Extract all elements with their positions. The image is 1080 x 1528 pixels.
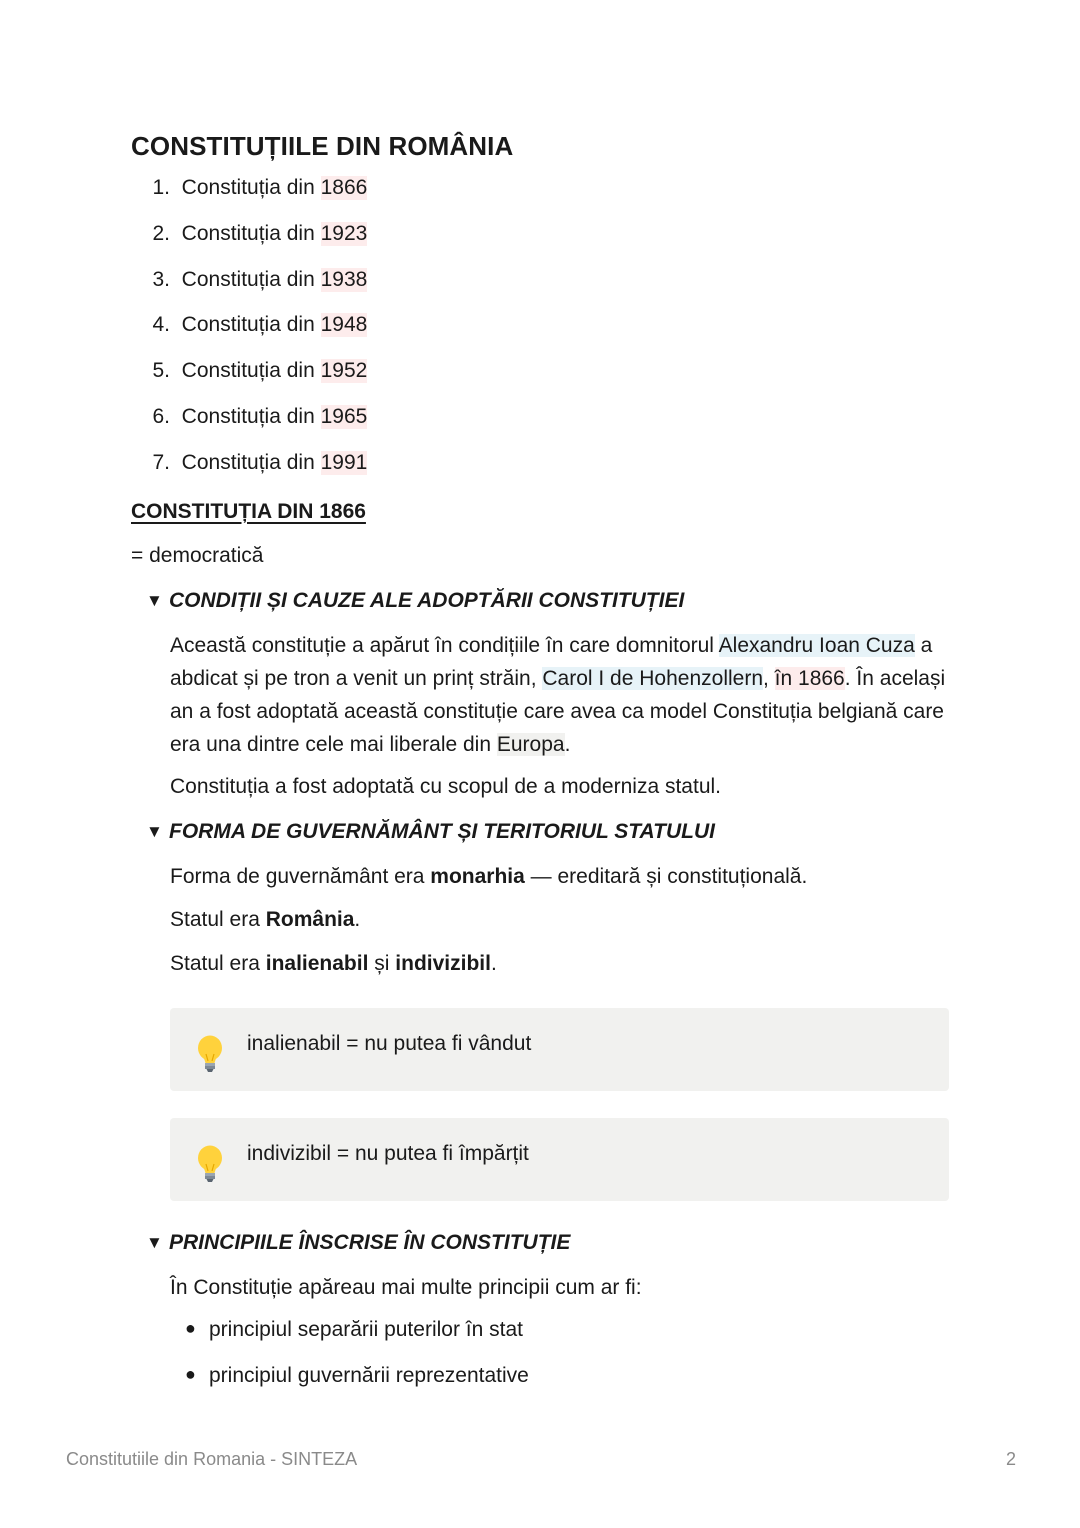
text-span: a abdicat și pe tron a venit un prinț străin, xyxy=(170,634,933,690)
bold-inalienabil: inalienabil xyxy=(265,952,369,975)
text-span: . xyxy=(564,733,571,756)
highlight-cuza: Alexandru Ioan Cuza xyxy=(718,634,915,657)
list-number: 4. xyxy=(152,313,170,337)
toggle-conditions[interactable] xyxy=(146,589,684,613)
list-item xyxy=(131,222,367,268)
toggle-triangle-icon[interactable]: ▼ xyxy=(146,1233,163,1252)
toggle-principles[interactable] xyxy=(146,1231,570,1255)
list-item-text: principiul separării puterilor în stat xyxy=(209,1318,523,1341)
toggle-label: FORMA DE GUVERNĂMÂNT ȘI TERITORIUL STATULUI xyxy=(169,820,715,843)
list-label: Constituția din xyxy=(181,313,315,337)
list-label: Constituția din xyxy=(181,221,315,245)
bold-monarhia: monarhia xyxy=(430,865,525,888)
bold-indivizibil: indivizibil xyxy=(395,952,491,975)
callout-indivizibil xyxy=(170,1118,949,1201)
list-label: Constituția din xyxy=(181,359,315,383)
callout-inalienabil xyxy=(170,1008,949,1091)
list-number: 3. xyxy=(152,267,170,291)
callout-text: inalienabil = nu putea fi vândut xyxy=(247,1032,532,1055)
text-span: Statul era xyxy=(170,952,266,975)
bold-romania: România xyxy=(265,908,355,931)
list-item xyxy=(185,1364,529,1410)
list-number: 7. xyxy=(152,450,170,474)
list-item xyxy=(131,313,367,359)
callout-text: indivizibil = nu putea fi împărțit xyxy=(247,1142,529,1165)
list-number: 5. xyxy=(152,359,170,383)
section-heading: CONSTITUȚIA DIN 1866 xyxy=(131,500,366,523)
list-item xyxy=(131,268,367,314)
list-item-text: principiul guvernării reprezentative xyxy=(209,1364,529,1387)
toggle-form[interactable] xyxy=(146,820,715,844)
toggle-triangle-icon[interactable]: ▼ xyxy=(146,591,163,610)
list-item xyxy=(131,176,367,222)
list-year: 1938 xyxy=(320,267,368,291)
principles-intro: În Constituție apăreau mai multe principii cum ar fi: xyxy=(170,1276,642,1299)
footer-document-title: Constitutiile din Romania - SINTEZA xyxy=(66,1449,358,1469)
toggle-triangle-icon[interactable]: ▼ xyxy=(146,822,163,841)
form-line-2 xyxy=(170,903,960,936)
list-year: 1952 xyxy=(320,359,368,383)
highlight-carol: Carol I de Hohenzollern xyxy=(542,667,763,690)
lightbulb-icon xyxy=(196,1034,224,1074)
text-span: . xyxy=(354,908,361,931)
text-span: Această constituție a apărut în condițiile în care domnitorul xyxy=(170,634,719,657)
list-label: Constituția din xyxy=(181,267,315,291)
section-subtitle: = democratică xyxy=(131,544,264,567)
list-item xyxy=(131,359,367,405)
lightbulb-icon xyxy=(196,1144,224,1184)
highlight-year: în 1866 xyxy=(774,667,845,690)
list-year: 1866 xyxy=(320,176,368,199)
list-label: Constituția din xyxy=(181,176,315,199)
list-year: 1948 xyxy=(320,313,368,337)
bullet-icon: ● xyxy=(185,1318,196,1338)
text-span: Statul era xyxy=(170,908,266,931)
bullet-icon: ● xyxy=(185,1364,196,1384)
text-span: . În același an a fost adoptată această constituție care avea ca model Constituția belgiană care era una dintre cele mai liberale din xyxy=(170,667,946,756)
list-number: 6. xyxy=(152,404,170,428)
list-number: 1. xyxy=(152,176,170,199)
text-span: , xyxy=(763,667,775,690)
text-span: Forma de guvernământ era xyxy=(170,865,431,888)
list-label: Constituția din xyxy=(181,450,315,474)
list-year: 1923 xyxy=(320,221,368,245)
list-label: Constituția din xyxy=(181,404,315,428)
toggle-label: CONDIȚII ȘI CAUZE ALE ADOPTĂRII CONSTITUȚIEI xyxy=(169,589,685,612)
list-item xyxy=(131,405,367,451)
form-line-3 xyxy=(170,947,960,980)
list-year: 1965 xyxy=(320,404,368,428)
list-item xyxy=(131,451,367,497)
constitutions-list xyxy=(131,176,367,497)
toggle-label: PRINCIPIILE ÎNSCRISE ÎN CONSTITUȚIE xyxy=(169,1231,571,1254)
text-span: . xyxy=(490,952,497,975)
list-number: 2. xyxy=(152,221,170,245)
footer-page-number: 2 xyxy=(1005,1449,1016,1469)
text-span: și xyxy=(368,952,396,975)
page-title: CONSTITUȚIILE DIN ROMÂNIA xyxy=(131,131,514,161)
list-item xyxy=(185,1318,529,1364)
conditions-paragraph xyxy=(170,629,960,761)
conditions-purpose: Constituția a fost adoptată cu scopul de a moderniza statul. xyxy=(170,775,721,798)
text-span: — ereditară și constituțională. xyxy=(524,865,808,888)
form-line-1 xyxy=(170,860,960,893)
principles-list xyxy=(185,1318,529,1410)
highlight-europa: Europa xyxy=(496,733,565,756)
list-year: 1991 xyxy=(320,450,368,474)
